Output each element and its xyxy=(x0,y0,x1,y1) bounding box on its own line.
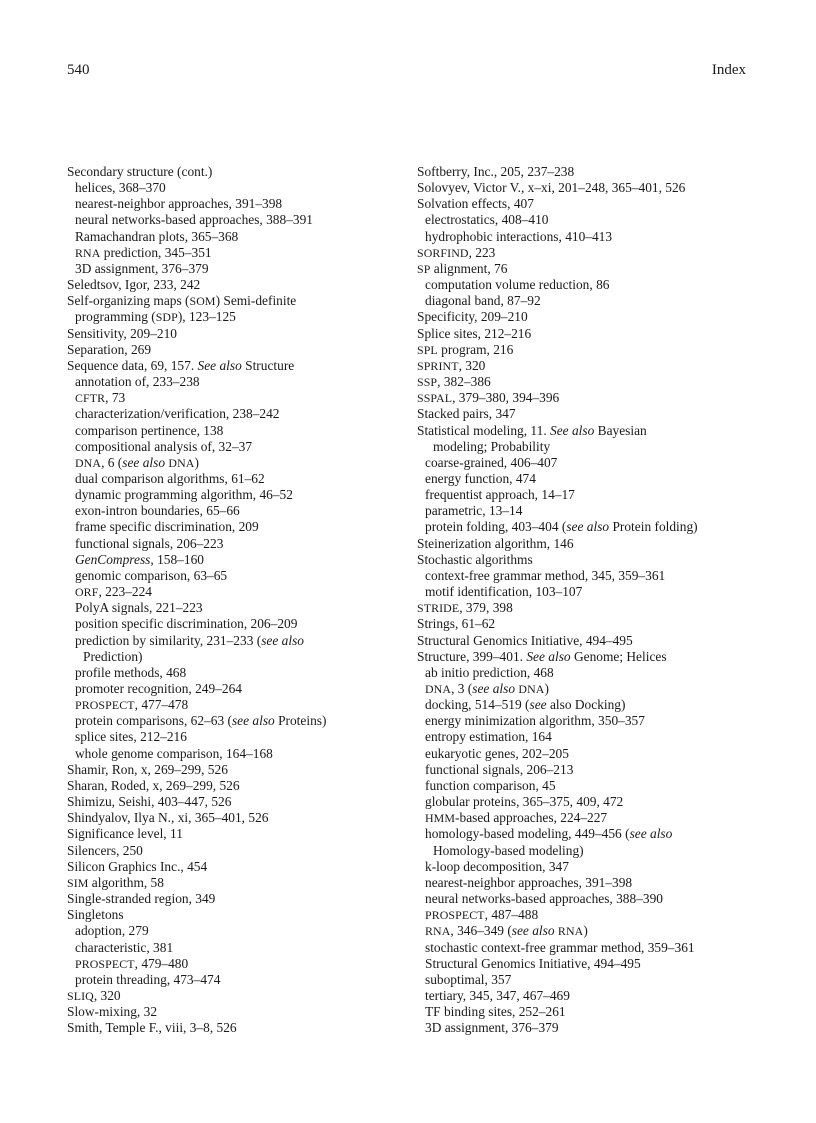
index-subentry xyxy=(417,794,777,810)
index-text: Shindyalov, Ilya N., xi, 365–401, 526 xyxy=(67,810,269,826)
index-text: ) xyxy=(583,923,588,939)
index-text: Stacked pairs, 347 xyxy=(417,406,516,422)
index-text: programming ( xyxy=(75,309,156,325)
index-text: , 477–478 xyxy=(134,697,189,713)
index-text: SPL xyxy=(417,342,438,357)
index-text: SPRINT xyxy=(417,358,459,373)
index-entry xyxy=(67,164,417,180)
index-text: Solvation effects, 407 xyxy=(417,196,534,212)
index-text: ) Semi-definite xyxy=(215,293,297,309)
index-subentry xyxy=(417,729,777,745)
index-entry xyxy=(417,390,777,406)
index-subentry xyxy=(417,487,777,503)
index-text: RNA xyxy=(425,924,451,939)
index-subentry xyxy=(67,503,417,519)
index-subentry xyxy=(417,940,777,956)
index-text: Ramachandran plots, 365–368 xyxy=(75,228,239,244)
index-text: position specific discrimination, 206–209 xyxy=(75,616,298,632)
index-subentry xyxy=(417,778,777,794)
index-subentry xyxy=(67,245,417,261)
index-text: see also xyxy=(566,519,610,535)
index-text: promoter recognition, 249–264 xyxy=(75,681,242,696)
index-text: ab initio prediction, 468 xyxy=(425,664,554,680)
index-subentry xyxy=(67,697,417,713)
index-text: compositional analysis of, 32–37 xyxy=(75,438,253,454)
index-text: , 487–488 xyxy=(484,907,539,923)
index-text: Stochastic algorithms xyxy=(417,551,533,567)
index-text: ), 123–125 xyxy=(177,309,236,325)
index-text: , 382–386 xyxy=(437,374,491,390)
index-column-right xyxy=(417,164,777,1036)
index-text: see also xyxy=(629,826,673,842)
index-subentry xyxy=(67,487,417,503)
index-text: SOM xyxy=(189,294,216,309)
index-text: , 73 xyxy=(105,390,126,406)
index-text: protein comparisons, 62–63 ( xyxy=(75,713,232,729)
index-text: Seledtsov, Igor, 233, 242 xyxy=(67,277,201,293)
index-subentry xyxy=(67,649,417,665)
index-text: Structural Genomics Initiative, 494–495 xyxy=(425,955,641,971)
index-subentry xyxy=(67,439,417,455)
index-text: HMM xyxy=(425,811,456,826)
index-text: SLIQ xyxy=(67,988,94,1003)
index-text: See also xyxy=(550,422,595,438)
index-text: SDP xyxy=(155,310,178,325)
index-text: dynamic programming algorithm, 46–52 xyxy=(75,487,293,503)
index-subentry xyxy=(67,229,417,245)
index-subentry xyxy=(67,956,417,972)
index-text: , 6 ( xyxy=(101,454,123,470)
index-text: entropy estimation, 164 xyxy=(425,729,552,745)
index-entry xyxy=(417,342,777,358)
index-text: stochastic context-free grammar method, 359–361 xyxy=(425,939,695,955)
index-text: SIM xyxy=(67,875,89,890)
index-column-left xyxy=(67,164,417,1036)
index-text: coarse-grained, 406–407 xyxy=(425,454,558,470)
index-text: computation volume reduction, 86 xyxy=(425,277,610,293)
index-entry xyxy=(417,616,777,632)
index-text: adoption, 279 xyxy=(75,923,149,939)
index-entry xyxy=(67,277,417,293)
index-subentry xyxy=(417,988,777,1004)
index-subentry xyxy=(417,697,777,713)
index-text: function comparison, 45 xyxy=(425,777,556,793)
index-text: tertiary, 345, 347, 467–469 xyxy=(425,987,570,1003)
index-text: Sensitivity, 209–210 xyxy=(67,325,177,341)
index-subentry xyxy=(417,972,777,988)
index-text: docking, 514–519 ( xyxy=(425,697,530,713)
index-text: DNA xyxy=(168,455,195,470)
index-text: TF binding sites, 252–261 xyxy=(425,1004,566,1020)
index-entry xyxy=(417,196,777,212)
index-entry xyxy=(417,649,777,665)
index-text: ORF xyxy=(75,585,99,600)
index-text: annotation of, 233–238 xyxy=(75,374,200,390)
index-subentry xyxy=(417,681,777,697)
index-text: prediction, 345–351 xyxy=(100,244,212,260)
index-text: ) xyxy=(544,681,549,696)
index-subentry xyxy=(417,907,777,923)
index-entry xyxy=(417,245,777,261)
index-text: Shimizu, Seishi, 403–447, 526 xyxy=(67,794,232,810)
index-subentry xyxy=(417,519,777,535)
index-text: Solovyev, Victor V., x–xi, 201–248, 365–401, 526 xyxy=(417,180,686,196)
index-entry xyxy=(417,326,777,342)
index-text: DNA xyxy=(75,455,102,470)
index-entry xyxy=(67,843,417,859)
index-text: profile methods, 468 xyxy=(75,664,187,680)
index-entry xyxy=(67,988,417,1004)
index-entry xyxy=(67,1020,417,1036)
index-entry xyxy=(417,164,777,180)
index-subentry xyxy=(67,923,417,939)
index-subentry xyxy=(67,746,417,762)
index-entry xyxy=(67,342,417,358)
index-subentry xyxy=(417,1020,777,1036)
index-subentry xyxy=(417,956,777,972)
index-text: genomic comparison, 63–65 xyxy=(75,567,228,583)
index-text: Silicon Graphics Inc., 454 xyxy=(67,858,208,874)
index-text: electrostatics, 408–410 xyxy=(425,212,549,228)
index-text: suboptimal, 357 xyxy=(425,971,512,987)
index-entry xyxy=(417,600,777,616)
index-subentry xyxy=(67,713,417,729)
index-text: k-loop decomposition, 347 xyxy=(425,858,569,874)
index-entry xyxy=(417,536,777,552)
index-text: Genome; Helices xyxy=(570,648,667,664)
index-subentry xyxy=(417,584,777,600)
index-subentry xyxy=(67,261,417,277)
index-text: STRIDE xyxy=(417,601,460,616)
index-text: Singletons xyxy=(67,907,124,923)
index-subentry xyxy=(67,536,417,552)
index-subentry xyxy=(67,180,417,196)
index-subentry xyxy=(67,309,417,325)
index-entry xyxy=(417,309,777,325)
index-subentry xyxy=(417,439,777,455)
index-text: functional signals, 206–213 xyxy=(425,761,574,777)
index-text: energy function, 474 xyxy=(425,470,536,486)
index-text: characteristic, 381 xyxy=(75,939,174,955)
index-subentry xyxy=(67,374,417,390)
index-text: DNA xyxy=(518,682,545,696)
index-subentry xyxy=(417,826,777,842)
index-subentry xyxy=(67,729,417,745)
index-text: , 223 xyxy=(468,244,496,260)
index-text: Softberry, Inc., 205, 237–238 xyxy=(417,164,575,179)
index-text: Sequence data, 69, 157. xyxy=(67,357,198,373)
index-text: neural networks-based approaches, 388–391 xyxy=(75,212,313,228)
index-text: RNA xyxy=(557,924,584,939)
index-subentry xyxy=(67,616,417,632)
index-text: nearest-neighbor approaches, 391–398 xyxy=(75,196,283,212)
index-text: modeling; Probability xyxy=(433,438,551,454)
index-subentry xyxy=(67,390,417,406)
index-entry xyxy=(67,859,417,875)
index-subentry xyxy=(417,923,777,939)
index-text: See also xyxy=(197,357,242,373)
index-text: functional signals, 206–223 xyxy=(75,535,224,551)
index-text: Single-stranded region, 349 xyxy=(67,891,216,907)
index-text: see xyxy=(529,697,547,713)
index-text: comparison pertinence, 138 xyxy=(75,422,224,438)
index-text: hydrophobic interactions, 410–413 xyxy=(425,228,613,244)
index-subentry xyxy=(417,455,777,471)
index-subentry xyxy=(417,843,777,859)
index-text: SORFIND xyxy=(417,245,469,260)
index-text: Smith, Temple F., viii, 3–8, 526 xyxy=(67,1020,237,1036)
index-text: Structure, 399–401. xyxy=(417,648,527,664)
index-entry xyxy=(67,1004,417,1020)
index-text: -based approaches, 224–227 xyxy=(455,810,608,826)
index-entry xyxy=(67,810,417,826)
index-text: PROSPECT xyxy=(425,908,485,923)
index-text: see also xyxy=(122,454,166,470)
index-text: frame specific discrimination, 209 xyxy=(75,519,259,535)
index-entry xyxy=(417,374,777,390)
index-subentry xyxy=(417,875,777,891)
index-subentry xyxy=(417,665,777,681)
index-text: SSP xyxy=(417,375,438,390)
index-text: see also xyxy=(231,713,275,729)
index-subentry xyxy=(417,810,777,826)
index-entry xyxy=(417,552,777,568)
index-subentry xyxy=(67,972,417,988)
index-text: , 158–160 xyxy=(150,551,204,567)
index-text: GenCompress xyxy=(75,551,151,567)
index-entry xyxy=(67,358,417,374)
index-text: helices, 368–370 xyxy=(75,180,166,196)
index-text: context-free grammar method, 345, 359–361 xyxy=(425,567,666,583)
index-text: Structural Genomics Initiative, 494–495 xyxy=(417,632,633,648)
index-subentry xyxy=(417,762,777,778)
index-entry xyxy=(67,891,417,907)
index-subentry xyxy=(417,212,777,228)
index-text: Structure xyxy=(241,357,295,373)
index-text: see also xyxy=(511,923,555,939)
index-entry xyxy=(417,180,777,196)
index-text: splice sites, 212–216 xyxy=(75,729,187,745)
index-subentry xyxy=(67,584,417,600)
index-subentry xyxy=(417,229,777,245)
index-text: , 320 xyxy=(93,987,121,1003)
index-text: See also xyxy=(526,648,571,664)
index-text: Self-organizing maps ( xyxy=(67,293,190,309)
index-text: 3D assignment, 376–379 xyxy=(75,260,209,276)
index-subentry xyxy=(417,503,777,519)
index-entry xyxy=(67,326,417,342)
index-text: Prediction) xyxy=(83,648,143,664)
index-subentry xyxy=(417,293,777,309)
index-entry xyxy=(67,907,417,923)
index-text: see also xyxy=(472,681,516,696)
index-subentry xyxy=(67,600,417,616)
index-text: exon-intron boundaries, 65–66 xyxy=(75,503,240,519)
index-subentry xyxy=(417,859,777,875)
index-text: Slow-mixing, 32 xyxy=(67,1004,158,1020)
index-text: Protein folding) xyxy=(609,519,698,535)
index-text: PROSPECT xyxy=(75,698,135,713)
index-text: , 346–349 ( xyxy=(450,923,512,939)
index-text: see also xyxy=(261,632,304,648)
index-text: Homology-based modeling) xyxy=(433,842,584,858)
index-text: Specificity, 209–210 xyxy=(417,309,528,325)
index-text: characterization/verification, 238–242 xyxy=(75,406,280,422)
index-text: Strings, 61–62 xyxy=(417,616,496,632)
index-text: program, 216 xyxy=(437,341,514,357)
index-entry xyxy=(67,826,417,842)
index-subentry xyxy=(67,940,417,956)
index-text: DNA xyxy=(425,682,452,696)
page-number: 540 xyxy=(67,62,90,78)
index-subentry xyxy=(67,568,417,584)
index-text: Separation, 269 xyxy=(67,341,152,357)
index-text: frequentist approach, 14–17 xyxy=(425,487,575,503)
index-subentry xyxy=(417,713,777,729)
index-subentry xyxy=(417,471,777,487)
index-entry xyxy=(67,875,417,891)
index-text: parametric, 13–14 xyxy=(425,503,523,519)
index-text: Secondary structure (cont.) xyxy=(67,164,213,179)
index-subentry xyxy=(67,212,417,228)
index-text: Shamir, Ron, x, 269–299, 526 xyxy=(67,761,228,777)
index-entry xyxy=(417,261,777,277)
index-text: PolyA signals, 221–223 xyxy=(75,600,203,616)
index-text: energy minimization algorithm, 350–357 xyxy=(425,713,645,729)
index-text: , 379, 398 xyxy=(459,600,513,616)
index-text: Sharan, Roded, x, 269–299, 526 xyxy=(67,777,240,793)
index-text: , 379–380, 394–396 xyxy=(452,390,560,406)
index-text: PROSPECT xyxy=(75,956,135,971)
index-subentry xyxy=(417,891,777,907)
index-subentry xyxy=(67,406,417,422)
index-subentry xyxy=(67,423,417,439)
index-subentry xyxy=(67,455,417,471)
index-subentry xyxy=(417,568,777,584)
index-subentry xyxy=(67,681,417,697)
index-text: SP xyxy=(417,261,431,276)
index-text: Steinerization algorithm, 146 xyxy=(417,535,574,551)
index-text: prediction by similarity, 231–233 ( xyxy=(75,632,262,648)
index-text: , 479–480 xyxy=(134,955,189,971)
index-text: Significance level, 11 xyxy=(67,826,183,842)
index-text: neural networks-based approaches, 388–390 xyxy=(425,891,663,907)
index-subentry xyxy=(417,1004,777,1020)
index-text: , 3 ( xyxy=(451,681,473,696)
index-text: Statistical modeling, 11. xyxy=(417,422,551,438)
index-text: CFTR xyxy=(75,391,106,406)
index-subentry xyxy=(67,665,417,681)
index-text: , 320 xyxy=(458,357,486,373)
index-text: diagonal band, 87–92 xyxy=(425,293,541,309)
index-text: eukaryotic genes, 202–205 xyxy=(425,745,569,761)
index-text: protein threading, 473–474 xyxy=(75,971,221,987)
index-text: nearest-neighbor approaches, 391–398 xyxy=(425,874,633,890)
index-text: protein folding, 403–404 ( xyxy=(425,519,567,535)
index-entry xyxy=(67,794,417,810)
index-subentry xyxy=(417,277,777,293)
index-text: homology-based modeling, 449–456 ( xyxy=(425,826,630,842)
index-entry xyxy=(417,358,777,374)
index-subentry xyxy=(67,196,417,212)
index-subentry xyxy=(67,552,417,568)
index-subentry xyxy=(67,633,417,649)
index-entry xyxy=(417,423,777,439)
index-text: motif identification, 103–107 xyxy=(425,584,583,600)
index-text: Proteins) xyxy=(274,713,327,729)
index-text: , 223–224 xyxy=(98,584,152,600)
index-entry xyxy=(67,293,417,309)
index-entry xyxy=(67,762,417,778)
index-text: Bayesian xyxy=(594,422,647,438)
index-entry xyxy=(67,778,417,794)
index-text: SSPAL xyxy=(417,391,453,406)
index-text: globular proteins, 365–375, 409, 472 xyxy=(425,794,624,810)
index-subentry xyxy=(417,746,777,762)
index-text: dual comparison algorithms, 61–62 xyxy=(75,470,265,486)
index-text: Silencers, 250 xyxy=(67,842,143,858)
index-text: ) xyxy=(194,454,199,470)
index-text: Splice sites, 212–216 xyxy=(417,325,532,341)
index-subentry xyxy=(67,519,417,535)
index-text: alignment, 76 xyxy=(430,260,508,276)
index-subentry xyxy=(67,471,417,487)
index-entry xyxy=(417,406,777,422)
running-head: Index xyxy=(711,62,746,78)
index-text: algorithm, 58 xyxy=(88,874,164,890)
index-text: RNA xyxy=(75,245,101,260)
index-text: whole genome comparison, 164–168 xyxy=(75,745,273,761)
index-text: also Docking) xyxy=(546,697,626,713)
index-entry xyxy=(417,633,777,649)
index-text: 3D assignment, 376–379 xyxy=(425,1020,559,1036)
